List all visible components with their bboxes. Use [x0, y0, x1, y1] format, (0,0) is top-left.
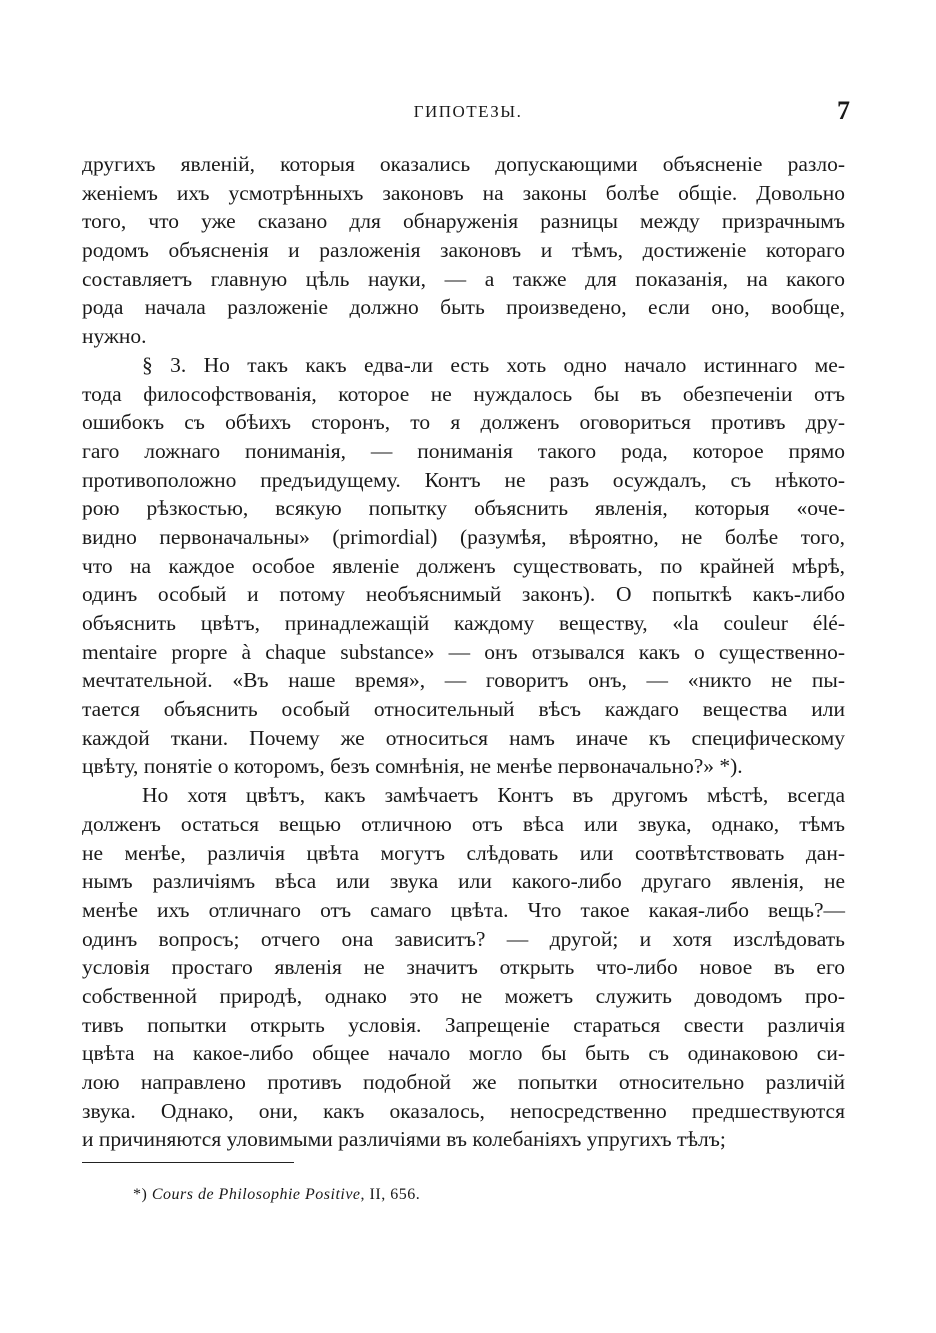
paragraph — [82, 150, 845, 351]
body-text — [82, 150, 845, 1154]
text-line: § 3. Но такъ какъ едва-ли есть хоть одно начало истиннаго ме- — [142, 352, 845, 377]
text-line: каждой ткани. Почему же относиться намъ иначе къ специфическому — [82, 725, 845, 750]
text-line: гаго ложнаго пониманія, — пониманія такого рода, которое прямо — [82, 438, 845, 463]
text-line: нымъ различіямъ вѣса или звука или какого-либо другаго явленія, не — [82, 869, 845, 894]
footnote — [133, 1186, 420, 1204]
text-line: условія простаго явленія не значитъ открыть что-либо новое въ его — [82, 955, 845, 980]
text-line: женіемъ ихъ усмотрѣнныхъ законовъ на законы болѣе общіе. Довольно — [82, 180, 845, 205]
text-line: ошибокъ съ обѣихъ сторонъ, то я долженъ оговориться противъ дру- — [82, 410, 845, 435]
page-header — [82, 96, 854, 136]
text-line: цвѣта на какое-либо общее начало могло бы быть съ одинаковою си- — [82, 1041, 845, 1066]
text-line: не менѣе, различія цвѣта могутъ слѣдовать или соотвѣтствовать дан- — [82, 840, 845, 865]
text-line: собственной природѣ, однако это не можетъ служить доводомъ про- — [82, 983, 845, 1008]
text-line: тода философствованія, которое не нуждалось бы въ обезпеченіи отъ — [82, 381, 845, 406]
paragraph — [82, 781, 845, 1154]
text-line: составляетъ главную цѣль науки, — а также для показанія, на какого — [82, 266, 845, 291]
text-line: мечтательной. «Въ наше время», — говоритъ онъ, — «никто не пы- — [82, 668, 845, 693]
text-line: долженъ остаться вещью отличною отъ вѣса или звука, однако, тѣмъ — [82, 811, 845, 836]
text-line: тивъ попытки открыть условія. Запрещеніе стараться свести различія — [82, 1012, 845, 1037]
text-line: того, что уже сказано для обнаруженія разницы между призрачнымъ — [82, 209, 845, 234]
footnote-divider — [82, 1162, 294, 1163]
text-line: нужно. — [82, 324, 147, 349]
text-line: видно первоначальны» (primordial) (разумѣя, вѣроятно, не болѣе того, — [82, 524, 845, 549]
text-line: и причиняются уловимыми различіями въ колебаніяхъ упругихъ тѣлъ; — [82, 1127, 726, 1152]
text-line: рода начала разложеніе должно быть произведено, если оно, вообще, — [82, 295, 845, 320]
text-line: объяснить цвѣтъ, принадлежащій каждому веществу, «la couleur élé- — [82, 611, 845, 635]
running-title: ГИПОТЕЗЫ. — [413, 102, 523, 121]
paragraph — [82, 351, 845, 781]
text-line: звука. Однако, они, какъ оказалось, непосредственно предшествуются — [82, 1098, 845, 1123]
text-line: цвѣту, понятіе о которомъ, безъ сомнѣнія, не менѣе первоначально?» *). — [82, 754, 743, 779]
footnote-reference: , II, 656. — [360, 1186, 421, 1203]
text-line: менѣе ихъ отличнаго отъ самаго цвѣта. Что такое какая-либо вещь?— — [82, 897, 845, 922]
text-line: mentaire propre à chaque substance» — онъ отзывался какъ о существенно- — [82, 639, 845, 664]
text-line: родомъ объясненія и разложенія законовъ и тѣмъ, достиженіе котораго — [82, 238, 845, 263]
footnote-title: Cours de Philosophie Positive — [151, 1186, 361, 1203]
text-line: лою направлено противъ подобной же попытки относительно различій — [82, 1070, 845, 1094]
text-line: другихъ явленій, которыя оказались допускающими объясненіе разло- — [82, 152, 845, 176]
text-line: противоположно предъидущему. Контъ не разъ осуждалъ, съ нѣкото- — [82, 467, 845, 492]
text-line: Но хотя цвѣтъ, какъ замѣчаетъ Контъ въ другомъ мѣстѣ, всегда — [142, 783, 845, 808]
text-line: одинъ вопросъ; отчего она зависитъ? — другой; и хотя изслѣдовать — [82, 926, 845, 951]
text-line: что на каждое особое явленіе долженъ существовать, по крайней мѣрѣ, — [82, 553, 845, 578]
footnote-marker: *) — [133, 1186, 148, 1203]
text-line: одинъ особый и потому необъяснимый законъ). О попыткѣ какъ-либо — [82, 582, 845, 607]
text-line: рою рѣзкостью, всякую попытку объяснить явленія, которыя «оче- — [82, 496, 845, 521]
page-number: 7 — [837, 96, 850, 125]
text-line: тается объяснить особый относительный вѣсъ каждаго вещества или — [82, 697, 845, 722]
